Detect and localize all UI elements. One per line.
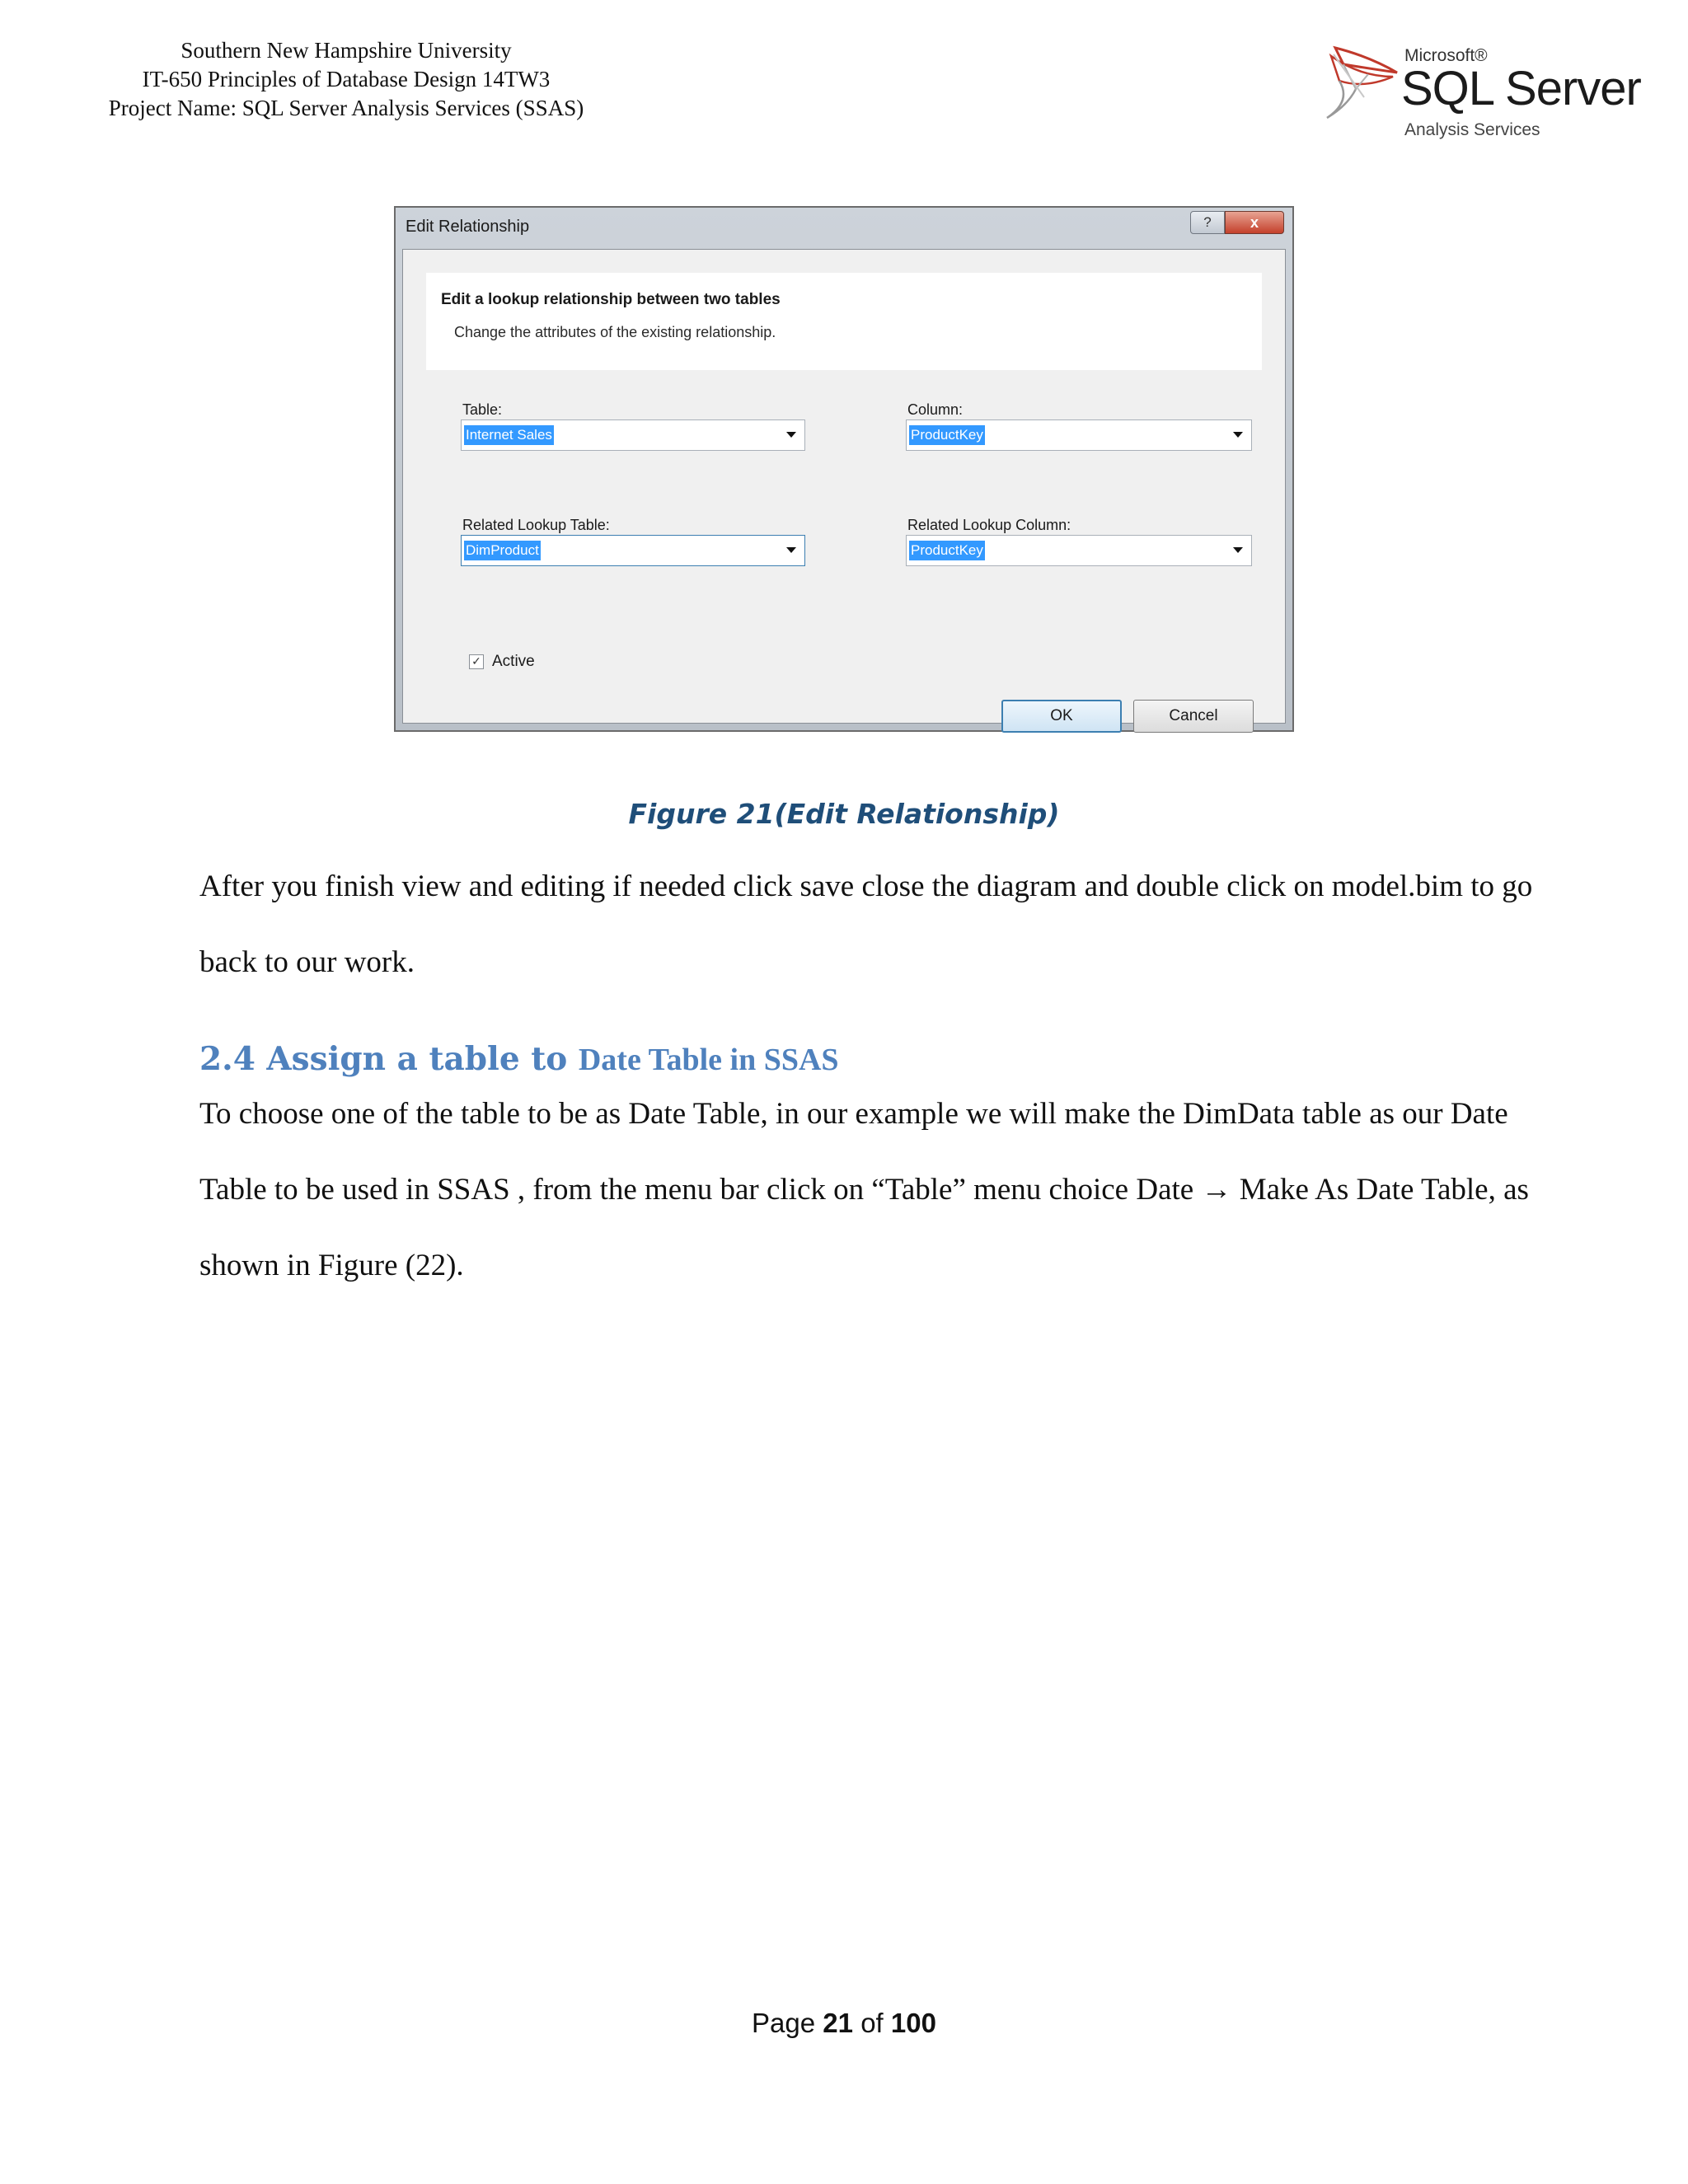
ok-button[interactable]: OK	[1001, 700, 1122, 733]
table-combo-value: Internet Sales	[464, 425, 554, 445]
document-header	[66, 36, 626, 123]
header-university: Southern New Hampshire University	[181, 38, 512, 63]
dialog-banner	[426, 273, 1262, 370]
edit-relationship-dialog	[394, 206, 1294, 732]
related-table-combo[interactable]	[461, 535, 805, 566]
banner-subtitle: Change the attributes of the existing relationship.	[454, 324, 776, 340]
cancel-button[interactable]: Cancel	[1133, 700, 1254, 733]
section-heading-lead: 2.4 Assign a table to	[199, 1040, 568, 1078]
footer-page-number: 21	[823, 2008, 854, 2038]
sql-server-logo	[1319, 40, 1648, 147]
related-column-combo[interactable]	[906, 535, 1252, 566]
dialog-body	[402, 249, 1286, 724]
active-label: Active	[492, 653, 535, 670]
related-table-combo-value: DimProduct	[464, 541, 541, 560]
section-heading	[199, 1040, 839, 1078]
header-project: Project Name: SQL Server Analysis Services (SSAS)	[108, 96, 584, 120]
chevron-down-icon	[786, 432, 796, 438]
column-combo[interactable]	[906, 419, 1252, 451]
related-column-label: Related Lookup Column:	[907, 517, 1071, 533]
sql-server-emblem-icon	[1319, 40, 1401, 130]
title-buttons	[1190, 211, 1284, 234]
paragraph-2: To choose one of the table to be as Date Table, in our example we will make the DimData table as our Date Table to be used in SSAS , from the menu bar click on “Table” menu choice Date → Make As Date Table, as shown in Figure (22).	[199, 1097, 1529, 1282]
table-label: Table:	[462, 401, 503, 418]
chevron-down-icon	[1233, 547, 1243, 553]
page-footer	[0, 2008, 1688, 2039]
close-button[interactable]: x	[1225, 211, 1284, 234]
column-combo-value: ProductKey	[909, 425, 985, 445]
footer-total-pages: 100	[890, 2008, 936, 2038]
footer-page-word: Page	[752, 2008, 816, 2038]
footer-of-word: of	[860, 2008, 884, 2038]
section-heading-rest: Date Table in SSAS	[578, 1043, 839, 1077]
related-column-combo-value: ProductKey	[909, 541, 985, 560]
active-checkbox[interactable]: ✓	[469, 654, 484, 669]
figure-caption: Figure 21(Edit Relationship)	[628, 798, 1060, 830]
dialog-titlebar	[396, 208, 1292, 249]
chevron-down-icon	[786, 547, 796, 553]
chevron-down-icon	[1233, 432, 1243, 438]
paragraph-1: After you finish view and editing if needed click save close the diagram and double click on model.bim to go back to our work.	[199, 869, 1533, 979]
logo-tagline: Analysis Services	[1404, 120, 1540, 139]
dialog-title: Edit Relationship	[406, 218, 530, 236]
banner-title: Edit a lookup relationship between two tables	[441, 291, 781, 308]
related-table-label: Related Lookup Table:	[462, 517, 610, 533]
header-course: IT-650 Principles of Database Design 14TW3	[142, 67, 551, 91]
column-label: Column:	[907, 401, 964, 418]
help-button[interactable]: ?	[1190, 211, 1225, 234]
logo-product: SQL Server	[1401, 62, 1641, 115]
table-combo[interactable]	[461, 419, 805, 451]
logo-microsoft: Microsoft®	[1404, 46, 1488, 65]
